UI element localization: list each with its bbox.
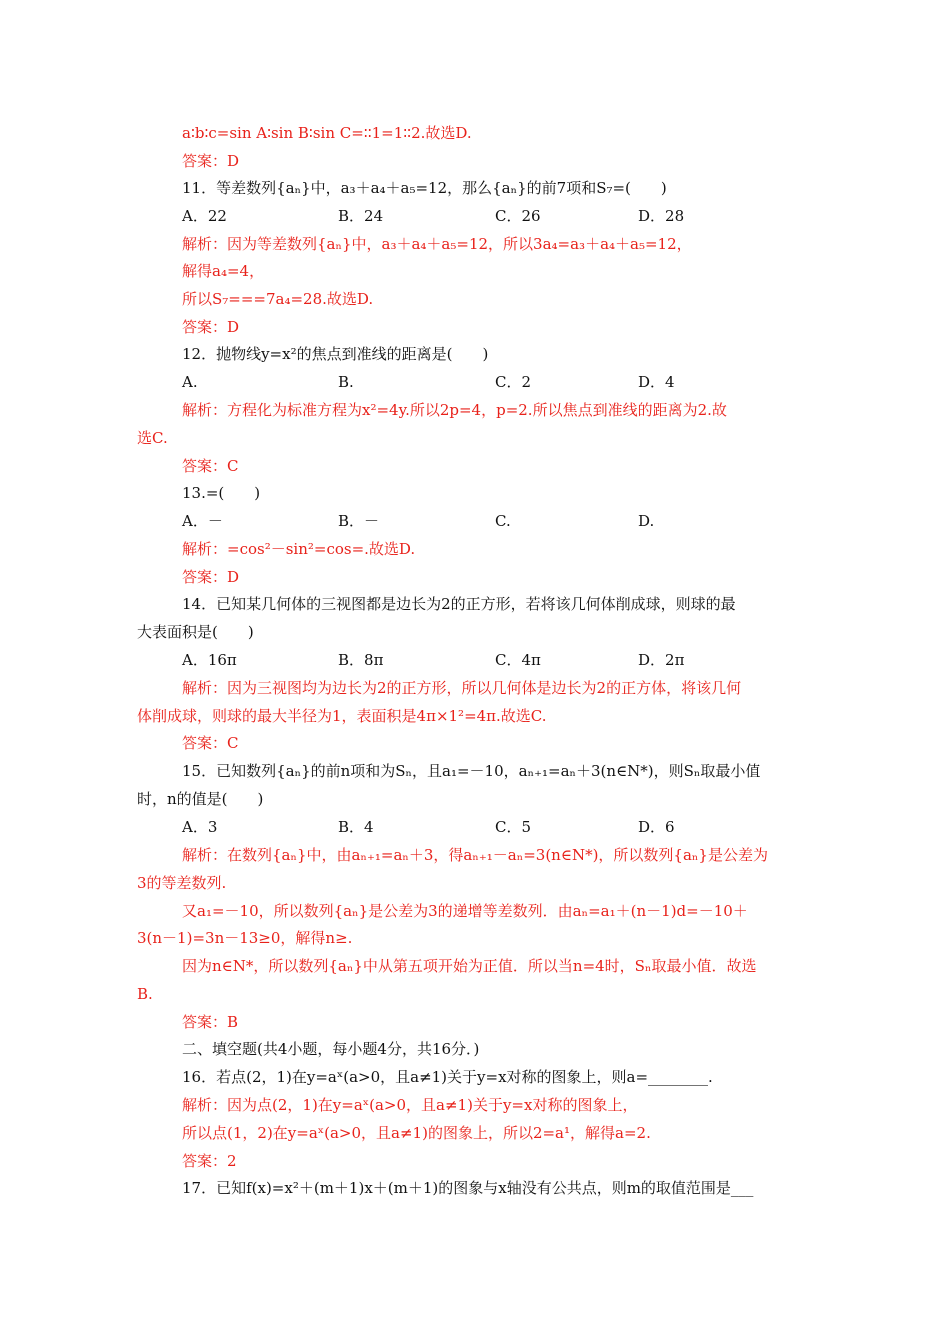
solution-line: 又a₁=－10，所以数列{aₙ}是公差为3的递增等差数列．由aₙ=a₁＋(n－1)d=－10＋ (182, 902, 748, 920)
solution-line: 因为n∈N*，所以数列{aₙ}中从第五项开始为正值．所以当n=4时，Sₙ取最小值．故选 (182, 957, 757, 975)
q11-option-a: A．22 (182, 207, 227, 225)
solution-line: 体削成球，则球的最大半径为1，表面积是4π×1²=4π.故选C. (137, 707, 547, 725)
q14-option-b: B．8π (338, 651, 384, 669)
q11-option-d: D．28 (638, 207, 685, 225)
q14-option-d: D．2π (638, 651, 685, 669)
question-15-cont: 时，n的值是( ) (137, 790, 264, 808)
solution-line: 解析：在数列{aₙ}中，由aₙ₊₁=aₙ＋3，得aₙ₊₁－aₙ=3(n∈N*)，所以数列{aₙ}是公差为 (182, 846, 768, 864)
solution-line: 3的等差数列. (137, 874, 227, 892)
q15-option-d: D．6 (638, 818, 675, 836)
question-12: 12．抛物线y=x²的焦点到准线的距离是( ) (182, 345, 489, 363)
answer-line: 答案：C (182, 734, 239, 752)
question-13: 13.=( ) (182, 484, 261, 502)
section-heading: 二、填空题(共4小题，每小题4分，共16分．) (182, 1040, 480, 1058)
answer-line: 答案：D (182, 568, 240, 586)
solution-line: 所以点(1，2)在y=aˣ(a>0，且a≠1)的图象上，所以2=a¹，解得a=2. (182, 1124, 651, 1142)
q12-option-b: B. (338, 373, 354, 391)
q13-option-a: A．－ (182, 512, 223, 530)
q11-option-b: B．24 (338, 207, 384, 225)
q13-option-d: D. (638, 512, 655, 530)
question-11: 11．等差数列{aₙ}中，a₃＋a₄＋a₅=12，那么{aₙ}的前7项和S₇=( ) (182, 179, 667, 197)
solution-line: 解析：方程化为标准方程为x²=4y.所以2p=4，p=2.所以焦点到准线的距离为2.故 (182, 401, 727, 419)
solution-line: 解析：因为等差数列{aₙ}中，a₃＋a₄＋a₅=12，所以3a₄=a₃＋a₄＋a₅=12， (182, 235, 692, 253)
solution-line: 解析：因为点(2，1)在y=aˣ(a>0，且a≠1)关于y=x对称的图象上， (182, 1096, 638, 1114)
solution-line: 解析：=cos²－sin²=cos=.故选D. (182, 540, 416, 558)
q13-option-c: C. (495, 512, 511, 530)
question-17: 17．已知f(x)=x²＋(m＋1)x＋(m＋1)的图象与x轴没有公共点，则m的取值范围是___ (182, 1179, 754, 1197)
question-15: 15．已知数列{aₙ}的前n项和为Sₙ，且a₁=－10，aₙ₊₁=aₙ＋3(n∈N*)，则Sₙ取最小值 (182, 762, 761, 780)
q12-option-d: D．4 (638, 373, 675, 391)
q15-option-b: B．4 (338, 818, 374, 836)
solution-line: 解析：因为三视图均为边长为2的正方形，所以几何体是边长为2的正方体，将该几何 (182, 679, 742, 697)
solution-line: a∶b∶c=sin A∶sin B∶sin C=∶∶1=1∶∶2.故选D. (182, 124, 472, 142)
q14-option-c: C．4π (495, 651, 541, 669)
solution-line: 选C. (137, 429, 168, 447)
q12-option-c: C．2 (495, 373, 532, 391)
solution-line: 解得a₄=4， (182, 262, 265, 280)
q12-option-a: A. (182, 373, 198, 391)
answer-line: 答案：D (182, 152, 240, 170)
answer-line: 答案：B (182, 1013, 239, 1031)
solution-line: 所以S₇===7a₄=28.故选D. (182, 290, 374, 308)
answer-line: 答案：C (182, 457, 239, 475)
q14-option-a: A．16π (182, 651, 237, 669)
question-14: 14．已知某几何体的三视图都是边长为2的正方形，若将该几何体削成球，则球的最 (182, 595, 736, 613)
q13-option-b: B．－ (338, 512, 380, 530)
solution-line: B. (137, 985, 153, 1003)
q15-option-c: C．5 (495, 818, 532, 836)
answer-line: 答案：D (182, 318, 240, 336)
question-14-cont: 大表面积是( ) (137, 623, 254, 641)
question-16: 16．若点(2，1)在y=aˣ(a>0，且a≠1)关于y=x对称的图象上，则a=________. (182, 1068, 713, 1086)
q15-option-a: A．3 (182, 818, 218, 836)
answer-line: 答案：2 (182, 1152, 237, 1170)
solution-line: 3(n－1)=3n－13≥0，解得n≥. (137, 929, 353, 947)
q11-option-c: C．26 (495, 207, 541, 225)
